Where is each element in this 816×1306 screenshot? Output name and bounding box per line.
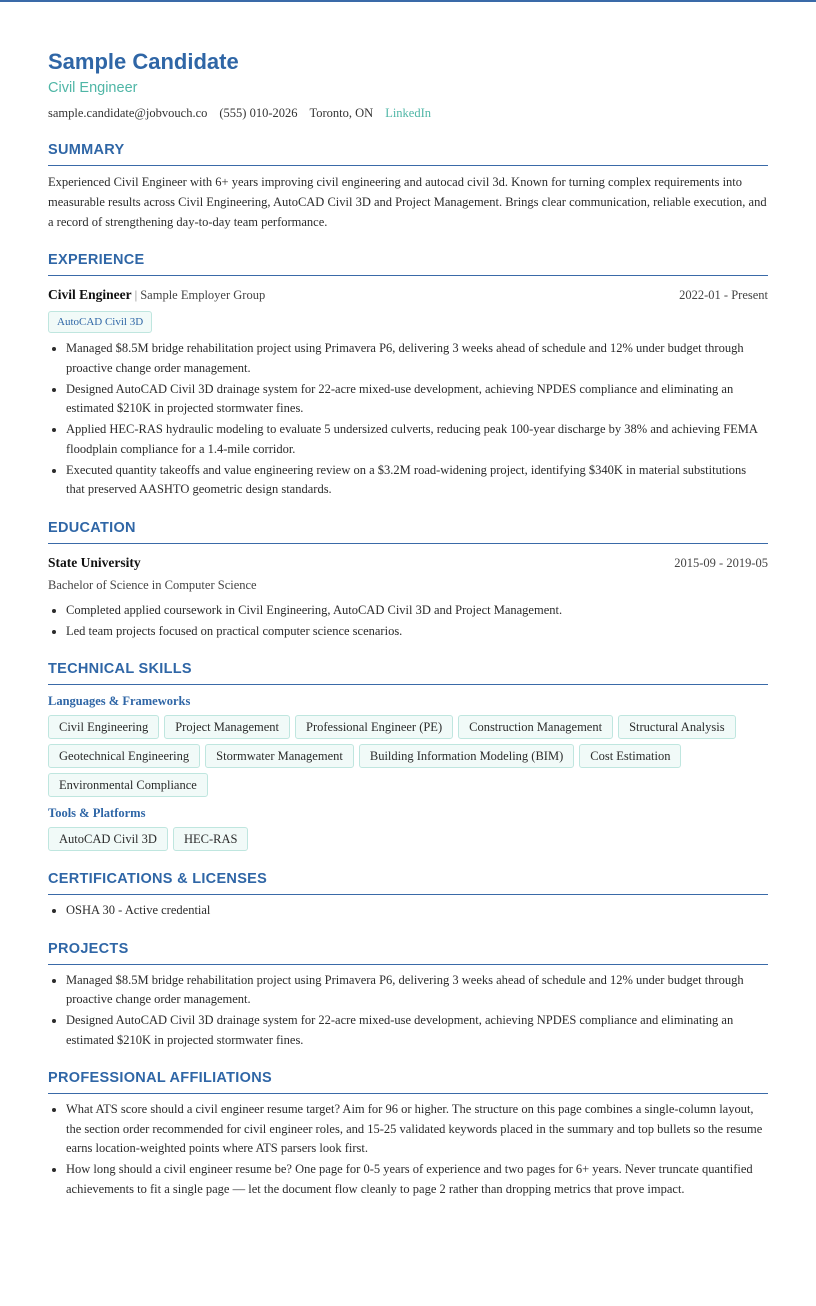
skill-chip: Stormwater Management: [205, 744, 354, 768]
certifications-section: [48, 869, 768, 921]
candidate-name: Sample Candidate: [48, 49, 239, 74]
contact-line: [48, 104, 768, 122]
candidate-role: Civil Engineer: [48, 80, 138, 96]
contact-email: sample.candidate@jobvouch.co: [48, 106, 208, 120]
job-dates: 2022-01 - Present: [679, 288, 768, 302]
resume-page: [48, 46, 768, 1201]
skill-chip: Civil Engineering: [48, 715, 159, 739]
job-tag: AutoCAD Civil 3D: [48, 311, 152, 333]
list-item: • How long should a civil engineer resume be? One page for 0-5 years of experience and two pages for 6+ years. Never truncate quantified achievements to fit a single page — let the document flow cleanly to page 2 rather than dropping metrics that prove impact.: [66, 1160, 768, 1199]
affiliations-section: [48, 1068, 768, 1199]
experience-section: [48, 250, 768, 500]
skills-group-label: Languages & Frameworks: [48, 694, 191, 708]
skills-group-languages: [48, 715, 768, 797]
education-header: [48, 553, 768, 573]
linkedin-link[interactable]: LinkedIn: [385, 106, 432, 120]
affiliation-bullets: [48, 1100, 768, 1199]
education-section: [48, 518, 768, 642]
job-separator: |: [134, 287, 138, 302]
resume-header: [48, 46, 768, 122]
certification-bullets: [48, 901, 768, 921]
experience-bullets: [48, 339, 768, 500]
list-item: • Managed $8.5M bridge rehabilitation project using Primavera P6, delivering 3 weeks ahead of schedule and 12% under budget through proactive change order management.: [66, 339, 768, 378]
job-header: [48, 285, 768, 305]
section-title-affiliations: PROFESSIONAL AFFILIATIONS: [48, 1068, 768, 1094]
list-item: • Managed $8.5M bridge rehabilitation project using Primavera P6, delivering 3 weeks ahead of schedule and 12% under budget through proactive change order management.: [66, 971, 768, 1010]
list-item: • Completed applied coursework in Civil Engineering, AutoCAD Civil 3D and Project Management.: [66, 601, 768, 621]
list-item: • OSHA 30 - Active credential: [66, 901, 768, 921]
skill-chip: Geotechnical Engineering: [48, 744, 200, 768]
section-title-experience: EXPERIENCE: [48, 250, 768, 276]
skills-section: [48, 659, 768, 851]
section-title-certifications: CERTIFICATIONS & LICENSES: [48, 869, 768, 895]
skills-group-tools: [48, 827, 768, 851]
skill-chip: Project Management: [164, 715, 290, 739]
skill-chip: Environmental Compliance: [48, 773, 208, 797]
employer-name: Sample Employer Group: [140, 288, 266, 302]
list-item: • Designed AutoCAD Civil 3D drainage system for 22-acre mixed-use development, achieving NPDES compliance and eliminating an estimated $210K in projected stormwater fines.: [66, 380, 768, 419]
summary-text: Experienced Civil Engineer with 6+ years improving civil engineering and autocad civil 3d. Known for turning complex requirements into measurable results across Civil Engineering, AutoCAD Civil 3D and Project Management. Brings clear communication, reliable execution, and a record of strengthening day-to-day team performance.: [48, 175, 767, 229]
section-title-education: EDUCATION: [48, 518, 768, 544]
section-title-summary: SUMMARY: [48, 140, 768, 166]
job-tag-row: [48, 311, 768, 333]
list-item: • Applied HEC-RAS hydraulic modeling to evaluate 5 undersized culverts, reducing peak 100-year discharge by 38% and achieving FEMA floodplain compliance for a 1.4-mile corridor.: [66, 420, 768, 459]
list-item: • Led team projects focused on practical computer science scenarios.: [66, 622, 768, 642]
list-item: • What ATS score should a civil engineer resume target? Aim for 96 or higher. The structure on this page combines a single-column layout, the section order recommended for civil engineer roles, and 15-25 validated keywords placed in the summary and top bullets so the resume earns location-weighted points where ATS parsers look first.: [66, 1100, 768, 1159]
skill-chip: Structural Analysis: [618, 715, 735, 739]
skills-group-label: Tools & Platforms: [48, 806, 146, 820]
contact-phone: (555) 010-2026: [219, 106, 298, 120]
skill-chip: Construction Management: [458, 715, 613, 739]
skill-chip: Professional Engineer (PE): [295, 715, 453, 739]
contact-location: Toronto, ON: [309, 106, 374, 120]
degree-name: Bachelor of Science in Computer Science: [48, 577, 257, 592]
section-title-projects: PROJECTS: [48, 939, 768, 965]
skill-chip: Building Information Modeling (BIM): [359, 744, 574, 768]
skill-chip: Cost Estimation: [579, 744, 681, 768]
project-bullets: [48, 971, 768, 1051]
top-accent-bar: [0, 0, 816, 2]
job-title: Civil Engineer: [48, 287, 132, 302]
section-title-skills: TECHNICAL SKILLS: [48, 659, 768, 685]
list-item: • Designed AutoCAD Civil 3D drainage system for 22-acre mixed-use development, achieving NPDES compliance and eliminating an estimated $210K in projected stormwater fines.: [66, 1011, 768, 1050]
projects-section: [48, 939, 768, 1051]
school-name: State University: [48, 554, 141, 570]
list-item: • Executed quantity takeoffs and value engineering review on a $3.2M road-widening project, identifying $340K in material substitutions that preserved AASHTO geometric design standards.: [66, 461, 768, 500]
summary-section: [48, 140, 768, 232]
skill-chip: HEC-RAS: [173, 827, 248, 851]
skill-chip: AutoCAD Civil 3D: [48, 827, 168, 851]
education-dates: 2015-09 - 2019-05: [674, 555, 768, 570]
education-bullets: [48, 601, 768, 642]
